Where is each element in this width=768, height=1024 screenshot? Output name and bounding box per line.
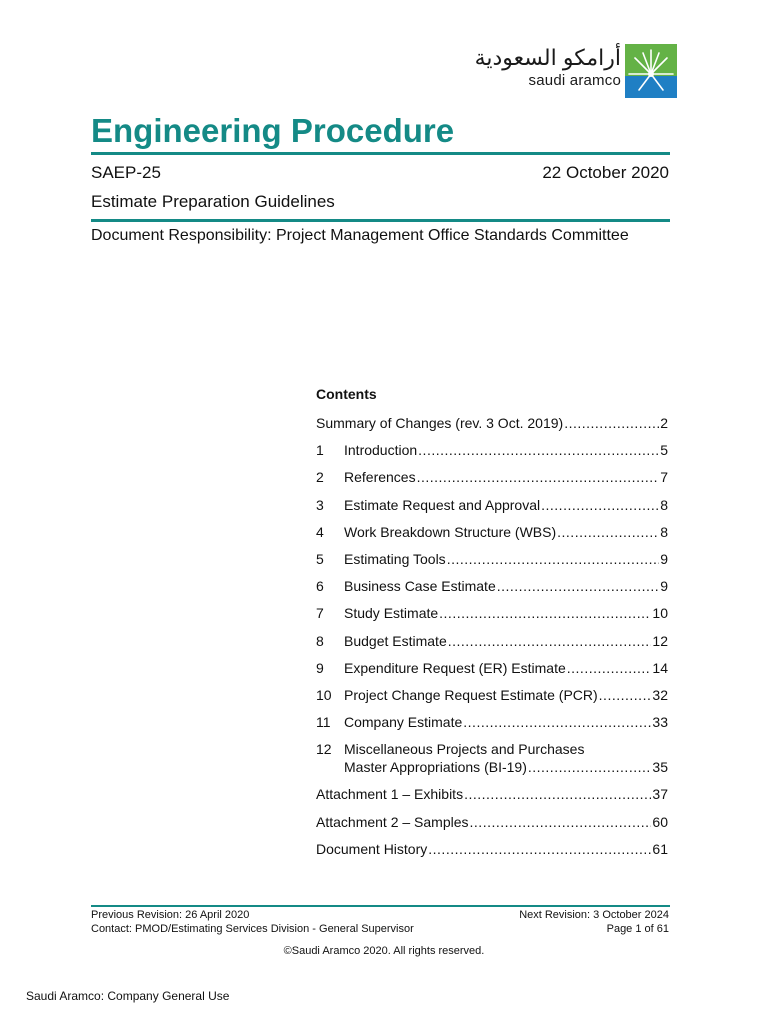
toc-entry-label: Attachment 1 – Exhibits [316, 786, 464, 803]
toc-entry-page: 12 [652, 632, 668, 649]
toc-leader-dots [428, 840, 651, 858]
toc-entry[interactable] [316, 713, 668, 731]
toc-entry-page: 9 [660, 550, 668, 567]
contents-heading: Contents [316, 386, 377, 402]
toc-entry-page: 8 [660, 523, 668, 540]
toc-entry-label: Summary of Changes (rev. 3 Oct. 2019) [316, 415, 564, 431]
toc-entry[interactable] [316, 686, 668, 704]
toc-entry-label: Expenditure Request (ER) Estimate [344, 659, 566, 676]
toc-leader-dots [417, 468, 660, 486]
toc-entry-label: Estimate Request and Approval [344, 496, 541, 513]
toc-entry-label: Document History [316, 840, 428, 857]
toc-entry-page: 10 [652, 605, 668, 622]
toc-entry-label: Business Case Estimate [344, 578, 496, 595]
toc-entry-page: 9 [660, 578, 668, 595]
subtitle-divider [91, 219, 670, 222]
toc-entry-page: 7 [660, 469, 668, 486]
toc-entry-label: Introduction [344, 442, 418, 459]
toc-entry-page: 33 [652, 714, 668, 731]
toc-entry-label: Miscellaneous Projects and Purchases [344, 741, 585, 758]
document-date: 22 October 2020 [542, 163, 669, 182]
toc-entry-label: Project Change Request Estimate (PCR) [344, 686, 598, 703]
toc-entry-label: Attachment 2 – Samples [316, 813, 469, 830]
toc-entry[interactable] [316, 414, 668, 432]
page-title: Engineering Procedure [91, 112, 455, 149]
document-responsibility: Document Responsibility: Project Management Office Standards Committee [91, 227, 629, 244]
toc-entry-label: Company Estimate [344, 714, 463, 731]
toc-entry-number: 1 [316, 442, 324, 459]
logo-latin-wordmark: saudi aramco [528, 72, 621, 89]
contact-info: Contact: PMOD/Estimating Services Division - General Supervisor [91, 923, 414, 935]
toc-entry-number: 5 [316, 550, 324, 567]
title-divider [91, 152, 670, 155]
toc-leader-dots [528, 758, 652, 776]
document-number: SAEP-25 [91, 163, 161, 182]
toc-entry-label: References [344, 469, 416, 486]
toc-entry-label: Estimating Tools [344, 550, 446, 567]
toc-leader-dots [464, 785, 651, 803]
toc-entry-number: 8 [316, 632, 324, 649]
toc-entry-page: 37 [652, 786, 668, 803]
toc-leader-dots [447, 550, 660, 568]
toc-entry-page: 61 [652, 840, 668, 857]
toc-leader-dots [448, 632, 652, 650]
document-subtitle: Estimate Preparation Guidelines [91, 192, 335, 211]
toc-entry-page: 5 [660, 442, 668, 459]
toc-leader-dots [557, 523, 659, 541]
page-number: Page 1 of 61 [606, 923, 669, 935]
aramco-star-icon [625, 44, 677, 98]
toc-entry-number: 3 [316, 496, 324, 513]
toc-entry-label: Budget Estimate [344, 632, 447, 649]
toc-entry-label: Work Breakdown Structure (WBS) [344, 523, 557, 540]
toc-entry[interactable] [316, 740, 668, 776]
toc-entry-number: 4 [316, 523, 324, 540]
company-logo [474, 44, 677, 100]
toc-entry[interactable] [316, 813, 668, 831]
toc-entry-page: 35 [652, 759, 668, 776]
toc-entry-label: Study Estimate [344, 605, 439, 622]
toc-entry[interactable] [316, 632, 668, 650]
toc-entry-page: 8 [660, 496, 668, 513]
toc-entry[interactable] [316, 840, 668, 858]
toc-leader-dots [567, 659, 652, 677]
next-revision: Next Revision: 3 October 2024 [519, 909, 669, 921]
toc-entry-label-continued: Master Appropriations (BI-19) [344, 759, 527, 776]
toc-entry[interactable] [316, 441, 668, 459]
toc-entry-page: 14 [652, 659, 668, 676]
toc-entry[interactable] [316, 496, 668, 514]
toc-entry[interactable] [316, 468, 668, 486]
toc-entry[interactable] [316, 659, 668, 677]
toc-entry-number: 6 [316, 578, 324, 595]
toc-leader-dots [599, 686, 652, 704]
toc-entry-number: 10 [316, 686, 332, 703]
toc-entry[interactable] [316, 550, 668, 568]
toc-entry-page: 60 [652, 813, 668, 830]
toc-leader-dots [541, 496, 659, 514]
toc-leader-dots [463, 713, 651, 731]
toc-entry[interactable] [316, 577, 668, 595]
logo-arabic-wordmark: أرامكو السعودية [474, 45, 621, 70]
previous-revision: Previous Revision: 26 April 2020 [91, 909, 250, 921]
toc-entry-number: 9 [316, 659, 324, 676]
toc-leader-dots [470, 813, 652, 831]
toc-entry[interactable] [316, 604, 668, 622]
toc-entry-number: 7 [316, 605, 324, 622]
table-of-contents [316, 385, 668, 867]
toc-entry-number: 2 [316, 469, 324, 486]
classification-label: Saudi Aramco: Company General Use [26, 989, 230, 1003]
toc-entry-number: 12 [316, 741, 332, 758]
toc-entry[interactable] [316, 785, 668, 803]
toc-entry-number: 11 [316, 714, 331, 731]
toc-leader-dots [418, 441, 659, 459]
footer-divider [91, 905, 670, 907]
toc-entry-page: 2 [660, 415, 668, 431]
copyright-notice: ©Saudi Aramco 2020. All rights reserved. [283, 945, 485, 957]
toc-leader-dots [497, 577, 659, 595]
toc-entry[interactable] [316, 523, 668, 541]
toc-leader-dots [564, 414, 659, 432]
toc-entry-page: 32 [652, 686, 668, 703]
toc-leader-dots [439, 604, 651, 622]
